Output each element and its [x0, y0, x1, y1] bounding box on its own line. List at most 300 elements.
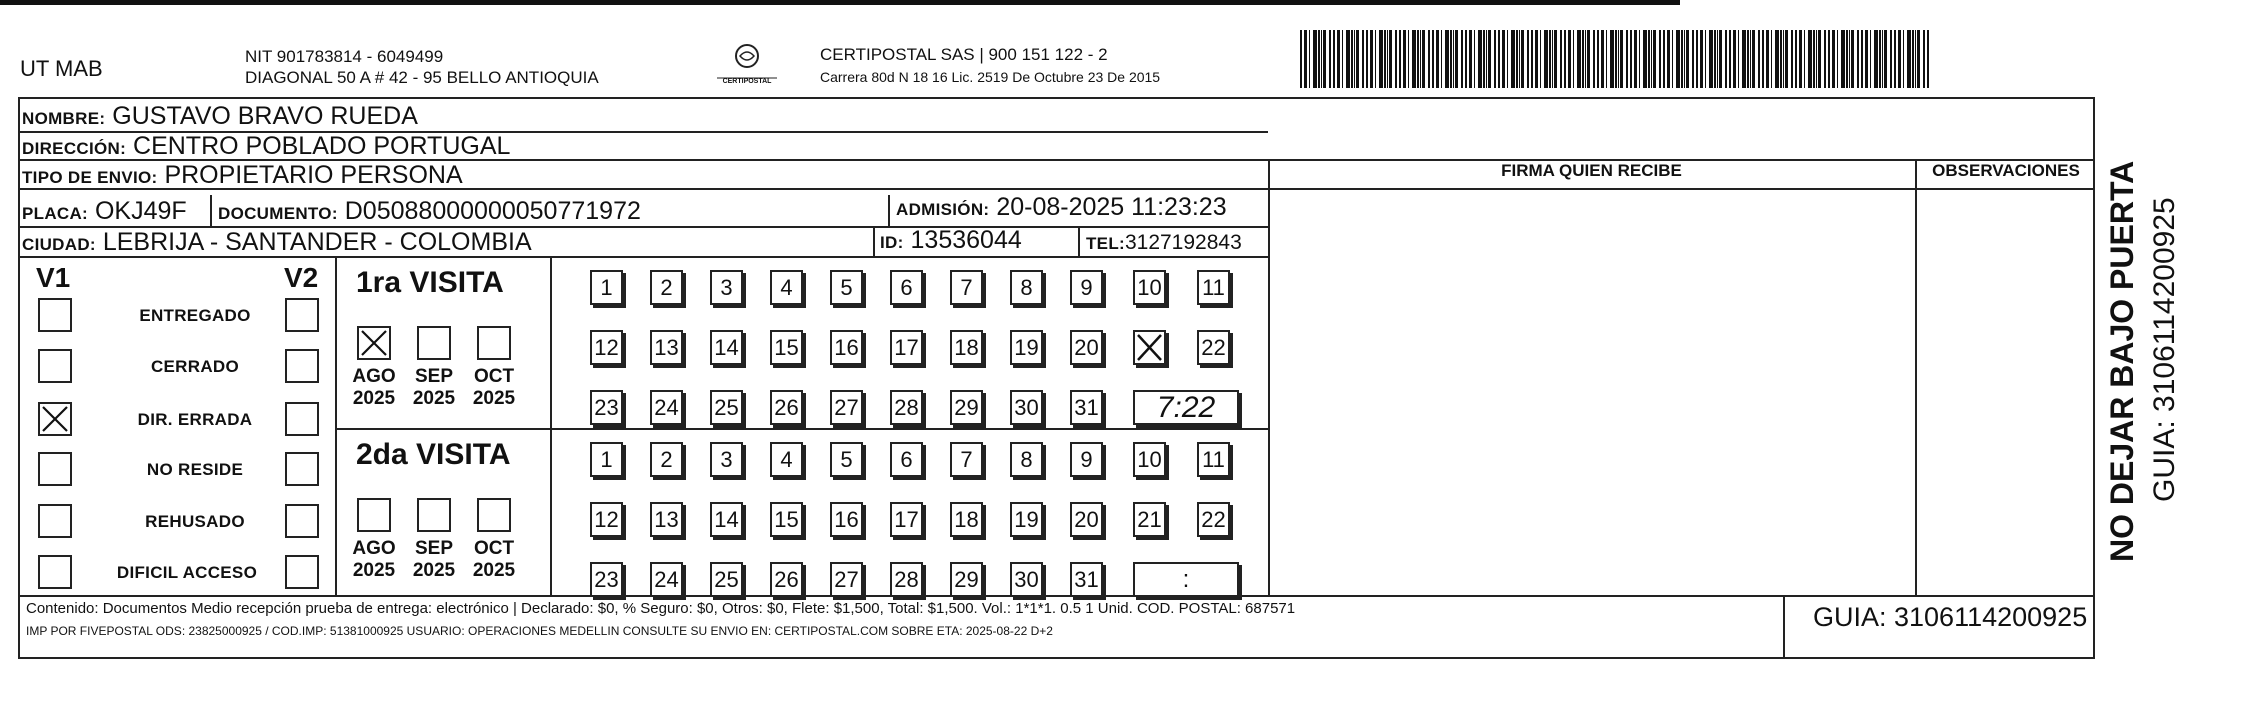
day-number: 24 [654, 566, 679, 592]
cell-divider [210, 195, 212, 226]
barcode-bar [1498, 30, 1500, 88]
barcode-bar [1323, 30, 1326, 88]
day-box[interactable] [890, 442, 923, 477]
company-address: DIAGONAL 50 A # 42 - 95 BELLO ANTIOQUIA [245, 68, 599, 87]
month-name: AGO [352, 538, 396, 559]
barcode-bar [1841, 30, 1845, 88]
status-label: ENTREGADO [139, 306, 251, 325]
v1-checkbox[interactable] [38, 298, 72, 332]
barcode-bar [1478, 30, 1482, 88]
month-year: 2025 [472, 388, 516, 409]
day-box[interactable] [1010, 330, 1043, 365]
barcode-bar [1540, 30, 1541, 88]
day-box[interactable] [1133, 270, 1166, 305]
barcode-bar [1771, 30, 1772, 88]
plate-value: OKJ49F [94, 197, 187, 225]
day-number: 21 [1137, 506, 1162, 532]
day-box[interactable] [1010, 390, 1043, 425]
barcode-bar [1917, 30, 1920, 88]
v2-checkbox[interactable] [285, 402, 319, 436]
day-box[interactable] [830, 270, 863, 305]
barcode-bar [1610, 30, 1614, 88]
barcode-bar [1502, 30, 1505, 88]
barcode-bar [1742, 30, 1746, 88]
day-box[interactable] [1010, 562, 1043, 597]
time-box[interactable] [1133, 390, 1239, 425]
barcode-bar [1309, 30, 1310, 88]
tel-cell [1086, 229, 1242, 258]
status-label: DIR. ERRADA [137, 410, 253, 429]
day-box[interactable] [1010, 270, 1043, 305]
barcode-bar [1818, 30, 1821, 88]
barcode-bar [1714, 30, 1716, 88]
day-box[interactable] [590, 330, 623, 365]
recipient-name: GUSTAVO BRAVO RUEDA [112, 102, 418, 130]
carrier-name: CERTIPOSTAL SAS | 900 151 122 - 2 [820, 45, 1108, 64]
day-box[interactable] [830, 442, 863, 477]
barcode-bar [1766, 30, 1769, 88]
city-value: LEBRIJA - SANTANDER - COLOMBIA [102, 228, 532, 256]
barcode-bar [1313, 30, 1317, 88]
day-box[interactable] [770, 562, 803, 597]
barcode-bar [1667, 30, 1670, 88]
barcode-bar [1890, 30, 1892, 88]
tel-label: TEL: [1086, 234, 1125, 253]
day-box[interactable] [650, 390, 683, 425]
v2-checkbox[interactable] [285, 555, 319, 589]
barcode-bar [1692, 30, 1694, 88]
month-year: 2025 [352, 388, 396, 409]
barcode-bar [1643, 30, 1647, 88]
barcode-bar [1455, 30, 1458, 88]
day-number: 16 [834, 506, 859, 532]
day-number: 23 [594, 566, 619, 592]
day-number: 12 [594, 506, 619, 532]
day-number: 25 [714, 566, 739, 592]
day-number: 19 [1014, 334, 1039, 360]
day-number: 26 [774, 566, 799, 592]
day-box[interactable] [1070, 330, 1103, 365]
barcode-bar [1552, 30, 1553, 88]
barcode-bar [1428, 30, 1430, 88]
v1-checkbox[interactable] [38, 452, 72, 486]
v1-checkbox[interactable] [38, 555, 72, 589]
no-under-door-warning: NO DEJAR BAJO PUERTA [2104, 160, 2140, 562]
day-number: 22 [1201, 334, 1226, 360]
day-number: 1 [600, 274, 613, 300]
barcode-bar [1775, 30, 1779, 88]
day-box[interactable] [770, 270, 803, 305]
day-box[interactable] [950, 442, 983, 477]
day-number: 11 [1202, 446, 1225, 472]
barcode-bar [1422, 30, 1425, 88]
barcode-bar [1907, 30, 1911, 88]
month-label [349, 366, 399, 410]
barcode-bar [1585, 30, 1586, 88]
barcode-bar [1626, 30, 1628, 88]
signature-label: FIRMA QUIEN RECIBE [1501, 161, 1682, 180]
day-number: 18 [954, 334, 979, 360]
day-box[interactable] [890, 502, 923, 537]
barcode-bar [1653, 30, 1656, 88]
day-box[interactable] [890, 330, 923, 365]
barcode-bar [1894, 30, 1896, 88]
day-box[interactable] [650, 502, 683, 537]
barcode-bar [1474, 30, 1475, 88]
barcode-bar [1733, 30, 1736, 88]
barcode-bar [1436, 30, 1439, 88]
barcode-bar [1780, 30, 1782, 88]
barcode-bar [1923, 30, 1925, 88]
barcode-bar [1519, 30, 1520, 88]
barcode-bar [1783, 30, 1784, 88]
day-number: 8 [1020, 446, 1033, 472]
day-box[interactable] [770, 442, 803, 477]
barcode-bar [1582, 30, 1584, 88]
footer-guia-divider [1783, 595, 1785, 659]
day-box[interactable] [710, 270, 743, 305]
barcode-bar [1486, 30, 1487, 88]
day-number: 30 [1014, 394, 1039, 420]
v1-checkbox[interactable] [38, 504, 72, 538]
barcode-bar [1882, 30, 1883, 88]
v1-checkbox[interactable] [38, 402, 72, 436]
day-number: 6 [900, 274, 913, 300]
v2-label: V2 [284, 262, 319, 293]
day-number: 9 [1080, 446, 1093, 472]
day-box[interactable] [710, 502, 743, 537]
month-checkbox[interactable] [477, 498, 511, 532]
month-label [409, 538, 459, 582]
day-box[interactable] [1010, 502, 1043, 537]
barcode-bar [1379, 30, 1383, 88]
barcode-bar [1620, 30, 1623, 88]
barcode-bar [1762, 30, 1764, 88]
barcode-bar [1465, 30, 1467, 88]
id-cell [880, 226, 1022, 257]
barcode-bar [1445, 30, 1449, 88]
day-box[interactable] [1197, 502, 1230, 537]
document-label: DOCUMENTO: [218, 204, 338, 223]
day-number: 5 [840, 446, 853, 472]
barcode-bar [1846, 30, 1848, 88]
barcode-bar [1544, 30, 1548, 88]
barcode-bar [1865, 30, 1868, 88]
v2-checkbox[interactable] [285, 504, 319, 538]
day-box[interactable] [650, 562, 683, 597]
cell-divider [1078, 226, 1080, 256]
barcode-bar [1791, 30, 1793, 88]
recipient-address: CENTRO POBLADO PORTUGAL [133, 132, 511, 160]
barcode-bar [1333, 30, 1335, 88]
month-checkbox[interactable] [417, 498, 451, 532]
plate-cell [22, 197, 187, 228]
address-row [22, 132, 510, 163]
barcode-bar [1639, 30, 1640, 88]
day-number: 5 [840, 274, 853, 300]
barcode-bar [1903, 30, 1904, 88]
barcode-bar [1686, 30, 1689, 88]
id-label: ID: [880, 233, 904, 252]
barcode-bar [1577, 30, 1581, 88]
name-row [22, 102, 418, 133]
day-box[interactable] [590, 270, 623, 305]
day-box[interactable] [1070, 390, 1103, 425]
day-box[interactable] [830, 562, 863, 597]
day-number: 7 [960, 446, 973, 472]
barcode-bar [1700, 30, 1703, 88]
day-box[interactable] [830, 330, 863, 365]
month-year: 2025 [412, 388, 456, 409]
shipment-type: PROPIETARIO PERSONA [164, 161, 463, 189]
day-number: 7 [960, 274, 973, 300]
barcode-bar [1663, 30, 1665, 88]
day-box[interactable] [770, 330, 803, 365]
day-box[interactable] [830, 390, 863, 425]
barcode-bar [1758, 30, 1760, 88]
day-number: 31 [1074, 394, 1099, 420]
day-box[interactable] [710, 330, 743, 365]
barcode-bar [1366, 30, 1368, 88]
barcode-bar [1597, 30, 1599, 88]
day-number: 29 [954, 566, 979, 592]
barcode-bar [1804, 30, 1805, 88]
day-number: 20 [1074, 334, 1099, 360]
v1-checkbox[interactable] [38, 349, 72, 383]
barcode-bar [1389, 30, 1392, 88]
v1-label: V1 [36, 262, 71, 293]
day-box[interactable] [950, 562, 983, 597]
day-box[interactable] [890, 270, 923, 305]
city-label: CIUDAD: [22, 235, 96, 254]
barcode-bar [1516, 30, 1518, 88]
barcode-bar [1681, 30, 1683, 88]
day-box[interactable] [1070, 270, 1103, 305]
day-number: 2 [660, 274, 673, 300]
month-checkbox[interactable] [357, 498, 391, 532]
address-label: DIRECCIÓN: [22, 139, 127, 158]
top-border-line [0, 0, 1680, 5]
barcode-bar [1808, 30, 1812, 88]
month-name: SEP [414, 538, 454, 559]
day-number: 8 [1020, 274, 1033, 300]
barcode-bar [1915, 30, 1916, 88]
visit-divider [335, 428, 1268, 430]
day-box[interactable] [1070, 562, 1103, 597]
barcode-bar [1387, 30, 1388, 88]
observations-left-border [1915, 159, 1917, 595]
barcode-bar [1453, 30, 1454, 88]
day-box[interactable] [650, 442, 683, 477]
barcode-bar [1816, 30, 1817, 88]
day-box[interactable] [950, 390, 983, 425]
name-label: NOMBRE: [22, 109, 106, 128]
barcode-bar [1851, 30, 1854, 88]
type-row [22, 161, 463, 192]
barcode-bar [1857, 30, 1859, 88]
admission-cell [896, 193, 1227, 224]
barcode-bar [1672, 30, 1673, 88]
barcode-bar [1375, 30, 1376, 88]
barcode-bar [1870, 30, 1871, 88]
observations-label: OBSERVACIONES [1932, 161, 2080, 180]
barcode-bar [1321, 30, 1322, 88]
barcode-bar [1408, 30, 1409, 88]
day-box[interactable] [830, 502, 863, 537]
contents-line: Contenido: Documentos Medio recepción prueba de entrega: electrónico | Declarado: $0, % Seguro: $0, Otros: $0, Flete: $1,500, Total: $1,500. Vol.: 1*1*1. 0.5 1 Unid. COD. POSTAL: 687571 [26, 600, 1296, 617]
barcode-bar [1696, 30, 1698, 88]
barcode-bar [1370, 30, 1373, 88]
barcode-bar [1554, 30, 1557, 88]
admission-value: 20-08-2025 11:23:23 [996, 193, 1227, 221]
barcode-bar [1337, 30, 1340, 88]
day-box[interactable] [770, 390, 803, 425]
day-number: 2 [660, 446, 673, 472]
day-box[interactable] [890, 562, 923, 597]
status-label: NO RESIDE [146, 460, 244, 479]
barcode-bar [1403, 30, 1406, 88]
day-box[interactable] [950, 270, 983, 305]
day-number: 14 [714, 506, 739, 532]
barcode-bar [1684, 30, 1685, 88]
barcode-bar [1564, 30, 1566, 88]
day-number: 28 [894, 394, 919, 420]
cell-divider [873, 226, 875, 256]
barcode-bar [1354, 30, 1355, 88]
barcode-bar [1469, 30, 1472, 88]
day-number: 17 [894, 334, 919, 360]
day-box[interactable] [590, 390, 623, 425]
month-checkbox[interactable] [417, 326, 451, 360]
status-label: DIFICIL ACCESO [116, 563, 258, 582]
barcode-bar [1651, 30, 1652, 88]
v2-checkbox[interactable] [285, 452, 319, 486]
day-box[interactable] [890, 390, 923, 425]
month-checkbox[interactable] [477, 326, 511, 360]
barcode [1300, 30, 1938, 88]
barcode-bar [1795, 30, 1797, 88]
day-box[interactable] [590, 502, 623, 537]
barcode-bar [1346, 30, 1350, 88]
day-box[interactable] [1133, 330, 1166, 365]
day-box[interactable] [1197, 270, 1230, 305]
day-box[interactable] [1070, 502, 1103, 537]
day-number: 30 [1014, 566, 1039, 592]
barcode-bar [1573, 30, 1574, 88]
day-box[interactable] [590, 442, 623, 477]
day-number: 22 [1201, 506, 1226, 532]
day-box[interactable] [650, 330, 683, 365]
month-year: 2025 [352, 560, 396, 581]
type-label: TIPO DE ENVIO: [22, 168, 158, 187]
barcode-bar [1725, 30, 1727, 88]
day-box[interactable] [1197, 330, 1230, 365]
barcode-bar [1648, 30, 1650, 88]
day-box[interactable] [1010, 442, 1043, 477]
barcode-bar [1884, 30, 1887, 88]
day-number: 25 [714, 394, 739, 420]
day-number: 10 [1137, 446, 1162, 472]
day-number: 17 [894, 506, 919, 532]
barcode-bar [1709, 30, 1713, 88]
barcode-bar [1507, 30, 1508, 88]
day-number: 15 [774, 506, 799, 532]
barcode-bar [1785, 30, 1788, 88]
day-number: 26 [774, 394, 799, 420]
barcode-bar [1705, 30, 1706, 88]
month-name: OCT [473, 538, 515, 559]
barcode-bar [1527, 30, 1529, 88]
visit-title: 1ra VISITA [356, 266, 504, 299]
day-number: 27 [834, 566, 859, 592]
plate-label: PLACA: [22, 204, 89, 223]
day-box[interactable] [650, 270, 683, 305]
barcode-bar [1521, 30, 1524, 88]
barcode-bar [1752, 30, 1755, 88]
day-number: 10 [1137, 274, 1162, 300]
day-number: 13 [654, 506, 679, 532]
barcode-bar [1432, 30, 1434, 88]
day-number: 16 [834, 334, 859, 360]
day-box[interactable] [710, 390, 743, 425]
day-number: 18 [954, 506, 979, 532]
cell-divider [888, 195, 890, 226]
barcode-bar [1849, 30, 1850, 88]
barcode-bar [1587, 30, 1590, 88]
month-name: OCT [473, 366, 515, 387]
v2-checkbox[interactable] [285, 349, 319, 383]
day-box[interactable] [1133, 502, 1166, 537]
status-label: REHUSADO [145, 512, 245, 531]
barcode-bar [1488, 30, 1491, 88]
day-box[interactable] [590, 562, 623, 597]
day-box[interactable] [1197, 442, 1230, 477]
v2-checkbox[interactable] [285, 298, 319, 332]
barcode-bar [1832, 30, 1835, 88]
barcode-bar [1300, 30, 1302, 88]
barcode-bar [1630, 30, 1632, 88]
day-box[interactable] [1070, 442, 1103, 477]
barcode-bar [1494, 30, 1496, 88]
day-box[interactable] [1133, 442, 1166, 477]
day-box[interactable] [950, 330, 983, 365]
barcode-bar [1304, 30, 1307, 88]
visit-time: : [1182, 565, 1190, 593]
day-number: 23 [594, 394, 619, 420]
day-box[interactable] [770, 502, 803, 537]
section-divider [335, 256, 337, 595]
day-number: 15 [774, 334, 799, 360]
barcode-bar [1412, 30, 1416, 88]
barcode-bar [1813, 30, 1815, 88]
month-checkbox[interactable] [357, 326, 391, 360]
day-number: 4 [780, 274, 793, 300]
barcode-bar [1601, 30, 1604, 88]
day-box[interactable] [950, 502, 983, 537]
barcode-bar [1549, 30, 1551, 88]
barcode-bar [1750, 30, 1751, 88]
barcode-bar [1799, 30, 1802, 88]
id-value: 13536044 [910, 226, 1022, 254]
time-box[interactable] [1133, 562, 1239, 597]
admission-label: ADMISIÓN: [896, 200, 990, 219]
day-box[interactable] [710, 562, 743, 597]
barcode-bar [1417, 30, 1419, 88]
barcode-bar [1395, 30, 1397, 88]
day-box[interactable] [710, 442, 743, 477]
barcode-bar [1450, 30, 1452, 88]
side-guia-number: GUIA: 3106114200925 [2148, 197, 2181, 502]
